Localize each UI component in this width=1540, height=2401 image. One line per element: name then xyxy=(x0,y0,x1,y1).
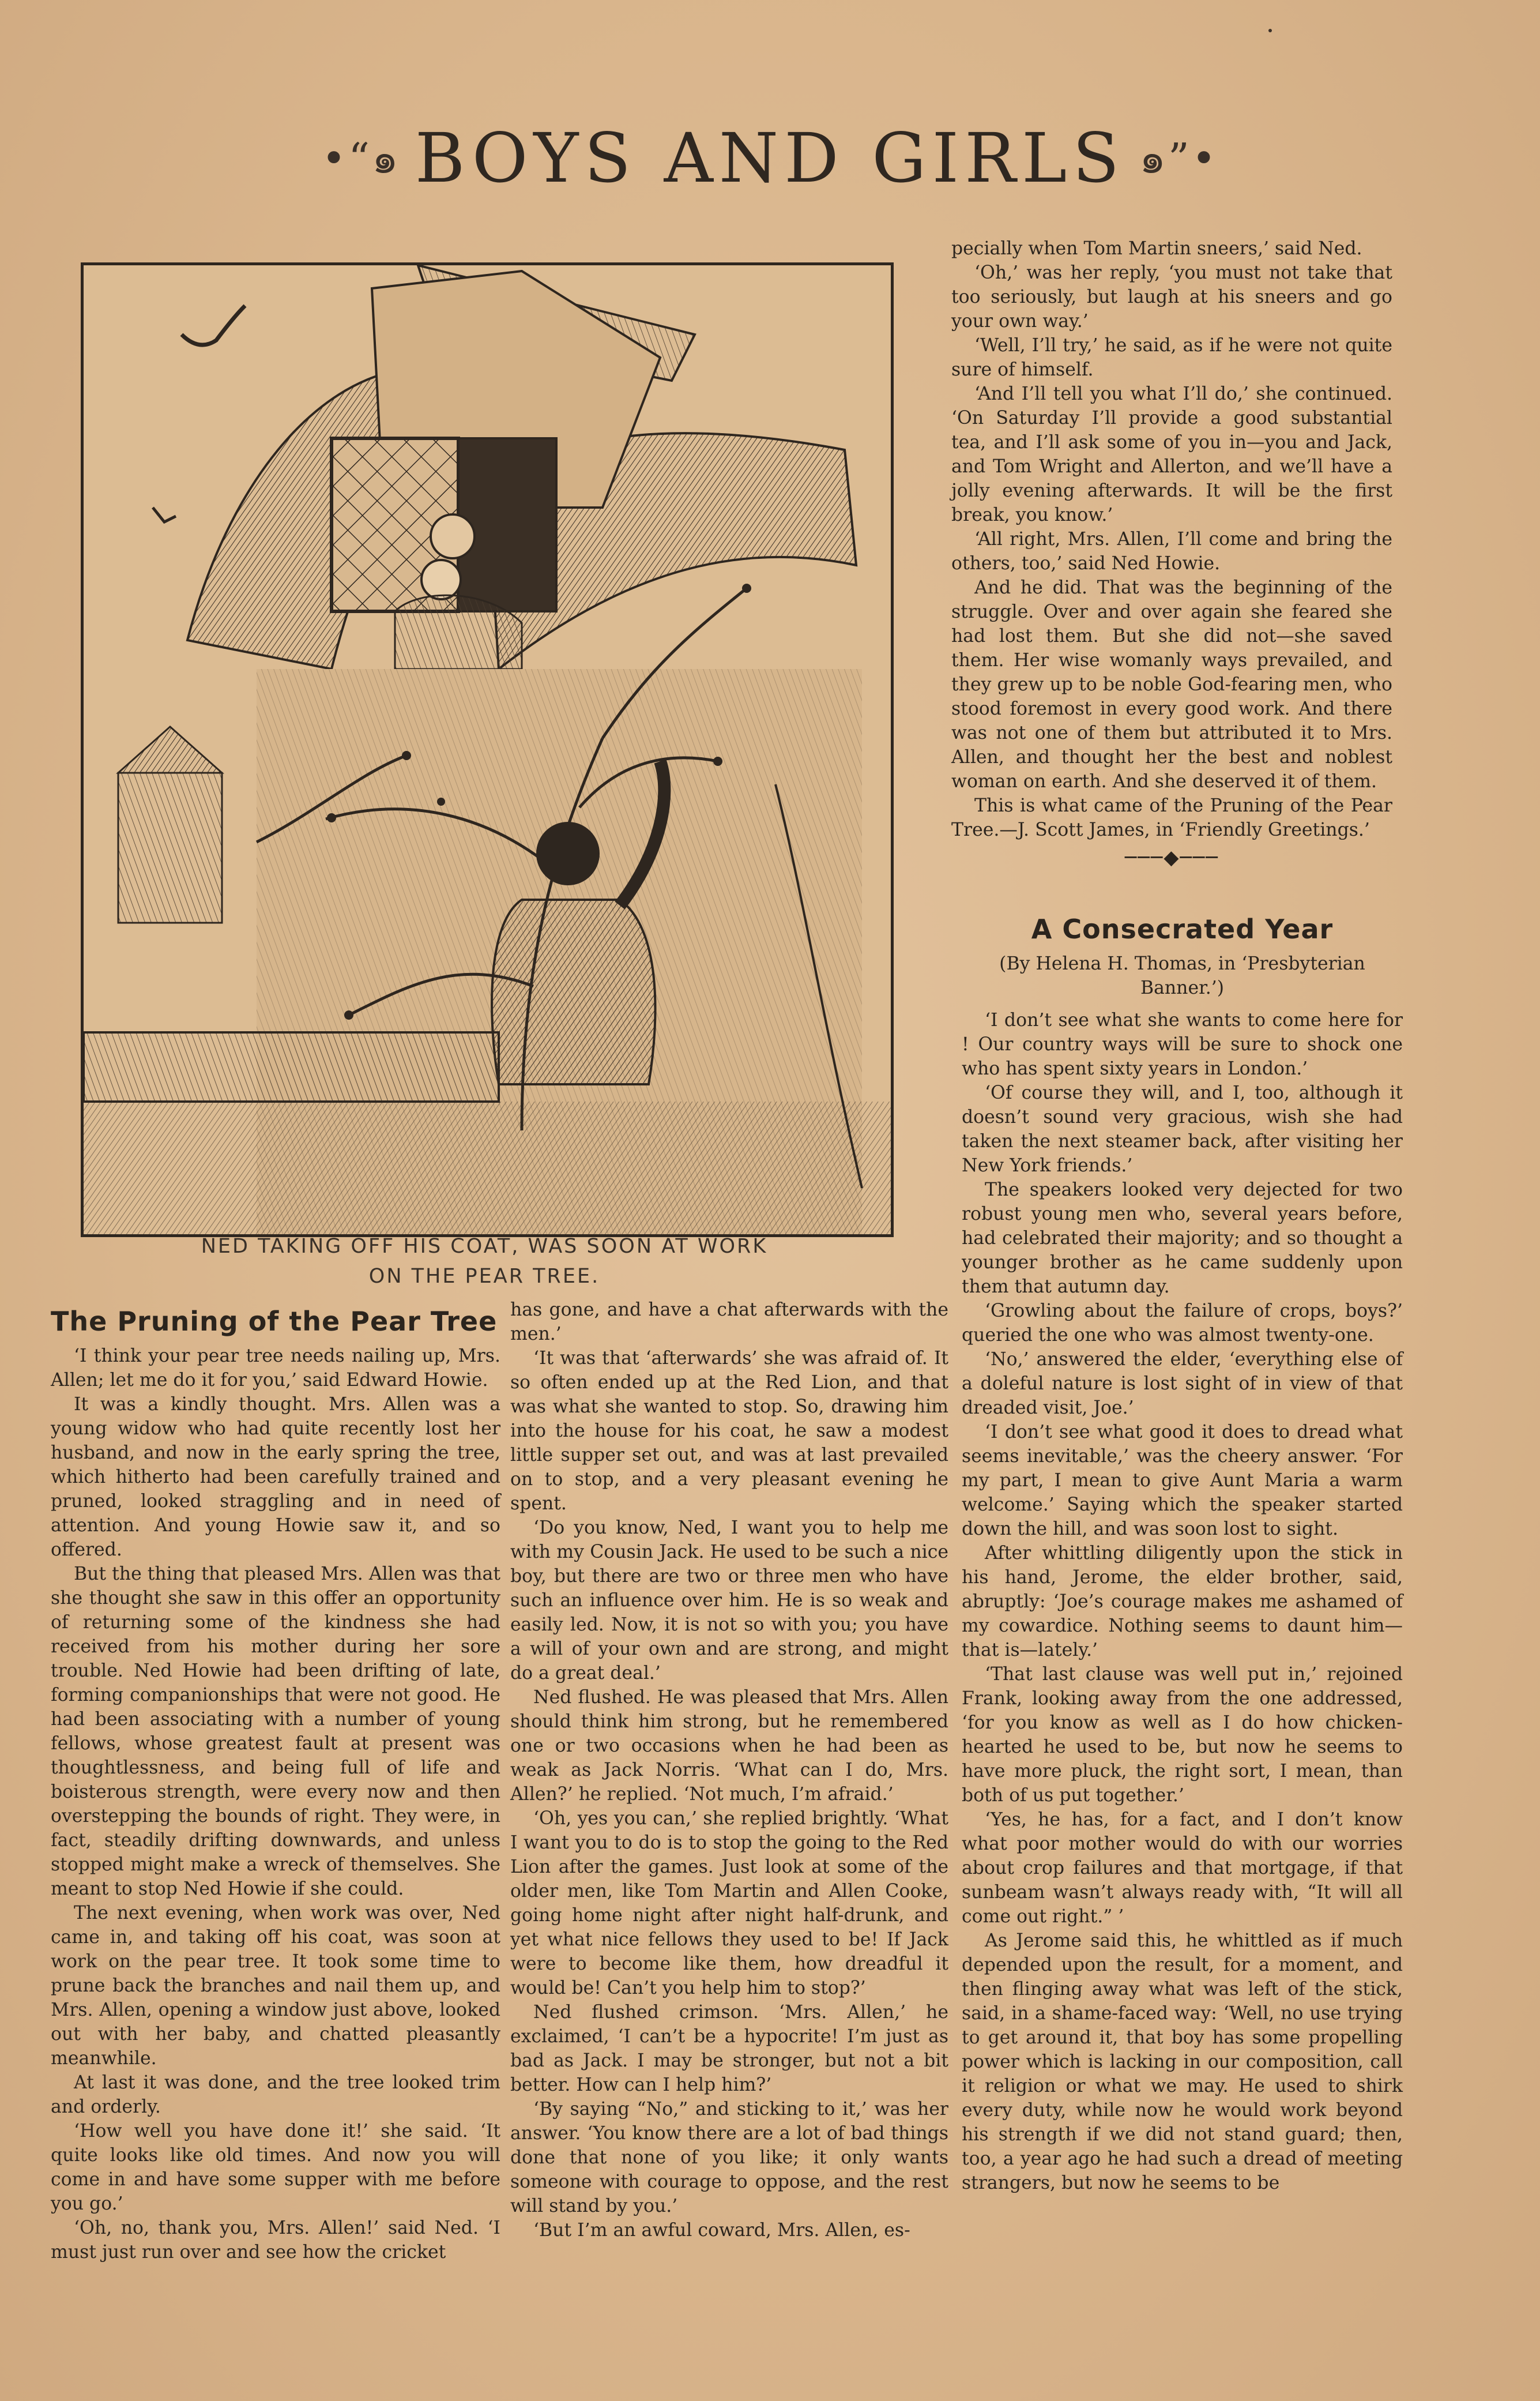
paragraph: ‘Oh, no, thank you, Mrs. Allen!’ said Ned. ‘I must just run over and see how the cricket xyxy=(51,2218,500,2263)
paragraph: Ned flushed. He was pleased that Mrs. Allen should think him strong, but he remembered one or two occasions when he had been as weak as Jack Norris. ‘What can I do, Mrs. Allen?’ he replied. ‘Not much, I’m afraid.’ xyxy=(510,1687,948,1805)
story-title: The Pruning of the Pear Tree xyxy=(51,1306,498,1337)
paragraph: ‘By saying “No,” and sticking to it,’ was her answer. ‘You know there are a lot of bad things done that none of you like; it only wants someone with courage to oppose, and the rest will stand by you.’ xyxy=(510,2099,948,2216)
column-2 xyxy=(510,1298,948,2242)
paragraph: ‘I think your pear tree needs nailing up, Mrs. Allen; let me do it for you,’ said Edward Howie. xyxy=(51,1346,500,1391)
paragraph: ‘It was that ‘afterwards’ she was afraid of. It so often ended up at the Red Lion, and that was what she wanted to stop. So, drawing him into the house for his coat, he saw a modest little supper set out, and was at last prevailed on to stop, and a very pleasant evening he spent. xyxy=(510,1348,948,1514)
byline: (By Helena H. Thomas, in ‘Presbyterian Banner.’) xyxy=(999,953,1365,998)
caption-line-1: NED TAKING OFF HIS COAT, WAS SOON AT WORK xyxy=(201,1235,768,1258)
story-title: A Consecrated Year xyxy=(1031,914,1334,945)
paragraph: And he did. That was the beginning of the struggle. Over and over again she feared she had lost them. But she did not—she saved them. Her wise womanly ways prevailed, and they grew up to be noble God-fearing men, who stood foremost in every good work. And there was not one of them but attributed it to Mrs. Allen, and thought her the best and noblest woman on earth. And she deserved it of them. xyxy=(951,577,1392,792)
paragraph: pecially when Tom Martin sneers,’ said Ned. xyxy=(951,238,1362,259)
paragraph: But the thing that pleased Mrs. Allen was that she thought she saw in this offer an opportunity of returning some of the kindness she had received from his mother during her sore trouble. Ned Howie had been drifting of late, forming companionships that were not good. He had been associating with a number of young fellows, whose greatest fault at present was thoughtlessness, and being full of life and boisterous strength, were every now and then overstepping the bounds of right. They were, in fact, steadily drifting downwards, and unless stopped might make a wreck of themselves. She meant to stop Ned Howie if she could. xyxy=(51,1564,500,1899)
paragraph: At last it was done, and the tree looked trim and orderly. xyxy=(51,2072,500,2117)
engraving-illustration xyxy=(81,262,894,1237)
paragraph: As Jerome said this, he whittled as if much depended upon the result, for a moment, and then flinging away what was left of the stick, said, in a shame-faced way: ‘Well, no use trying to get around it, that boy has some propelling power which is lacking in our composition, call it religion or what we may. He used to shirk every duty, while now he would work beyond his strength if we did not stand guard; then, too, a year ago he had such a dread of meeting strangers, but now he seems to be xyxy=(962,1930,1403,2193)
cottage-pear-tree-engraving xyxy=(84,265,891,1234)
paragraph: After whittling diligently upon the stick in his hand, Jerome, the elder brother, said, abruptly: ‘Joe’s courage makes me ashamed of my cowardice. Nothing seems to daunt him—that is—lately.’ xyxy=(962,1543,1403,1660)
paragraph: ‘I don’t see what she wants to come here for ! Our country ways will be sure to shock one who has spent sixty years in London.’ xyxy=(962,1010,1403,1079)
column-1 xyxy=(51,1303,500,2264)
paragraph: ‘How well you have done it!’ she said. ‘It quite looks like old times. And now you will come in and have some supper with me before you go.’ xyxy=(51,2121,500,2214)
paragraph: The speakers looked very dejected for two robust young men who, several years before, had celebrated their majority; and so thought a younger brother as he came suddenly upon them that autumn day. xyxy=(962,1179,1403,1297)
paragraph: Ned flushed crimson. ‘Mrs. Allen,’ he exclaimed, ‘I can’t be a hypocrite! I’m just as bad as Jack. I may be stronger, but not a bit better. How can I help him?’ xyxy=(510,2002,948,2095)
column-3-bottom xyxy=(962,911,1403,2195)
speck xyxy=(1268,29,1272,32)
paragraph: ‘And I’ll tell you what I’ll do,’ she continued. ‘On Saturday I’ll provide a good substantial tea, and I’ll ask some of you in—you and Jack, and Tom Wright and Allerton, and we’ll have a jolly evening afterwards. It will be the first break, you know.’ xyxy=(951,384,1392,525)
paragraph: ‘Well, I’ll try,’ he said, as if he were not quite sure of himself. xyxy=(951,335,1392,380)
paragraph: has gone, and have a chat afterwards with the men.’ xyxy=(510,1299,948,1344)
illustration-caption xyxy=(81,1231,888,1291)
paragraph: ‘That last clause was well put in,’ rejoined Frank, looking away from the one addressed, ‘for you know as well as I do how chicken-hearted he used to be, but now he seems to have more pluck, the right sort, I mean, than both of us put together.’ xyxy=(962,1664,1403,1806)
paragraph: This is what came of the Pruning of the Pear Tree.—J. Scott James, in ‘Friendly Greetings.’ xyxy=(951,795,1392,840)
paragraph: ‘I don’t see what good it does to dread what seems inevitable,’ was the cheery answer. ‘For my part, I mean to give Aunt Maria a warm welcome.’ Saying which the speaker started down the hill, and was soon lost to sight. xyxy=(962,1422,1403,1539)
paragraph: ‘All right, Mrs. Allen, I’ll come and bring the others, too,’ said Ned Howie. xyxy=(951,529,1392,574)
paragraph: ‘Growling about the failure of crops, boys?’ queried the one who was almost twenty-one. xyxy=(962,1301,1403,1346)
caption-line-2: ON THE PEAR TREE. xyxy=(368,1265,600,1288)
paragraph: It was a kindly thought. Mrs. Allen was a young widow who had quite recently lost her husband, and now in the early spring the tree, which hitherto had been carefully trained and pruned, looked straggling and in need of attention. And young Howie saw it, and so offered. xyxy=(51,1394,500,1560)
paragraph: ‘Oh,’ was her reply, ‘you must not take that too seriously, but laugh at his sneers and go your own way.’ xyxy=(951,262,1392,332)
paragraph: ‘No,’ answered the elder, ‘everything else of a doleful nature is lost sight of in view of that dreaded visit, Joe.’ xyxy=(962,1349,1403,1418)
paragraph: The next evening, when work was over, Ned came in, and taking off his coat, was soon at work on the pear tree. It took some time to prune back the branches and nail them up, and Mrs. Allen, opening a window just above, looked out with her baby, and chatted pleasantly meanwhile. xyxy=(51,1903,500,2069)
page-header xyxy=(0,118,1540,211)
section-separator: ───◆─── xyxy=(1125,846,1219,869)
ornament-left-icon: •“๑ xyxy=(321,134,401,183)
column-3-top xyxy=(951,236,1392,876)
paragraph: ‘Of course they will, and I, too, although it doesn’t sound very gracious, wish she had taken the next steamer back, after visiting her New York friends.’ xyxy=(962,1083,1403,1176)
paragraph: ‘Oh, yes you can,’ she replied brightly. ‘What I want you to do is to stop the going to the Red Lion after the games. Just look at some of the older men, like Tom Martin and Allen Cooke, going home night after night half-drunk, and yet what nice fellows they used to be! If Jack were to become like them, how dreadful it would be! Can’t you help him to stop?’ xyxy=(510,1808,948,1998)
paragraph: ‘Yes, he has, for a fact, and I don’t know what poor mother would do with our worries about crop failures and that mortgage, if that sunbeam wasn’t always ready with, “It will all come out right.” ’ xyxy=(962,1809,1403,1927)
paragraph: ‘Do you know, Ned, I want you to help me with my Cousin Jack. He used to be such a nice boy, but there are two or three men who have such an influence over him. He is so weak and easily led. Now, it is not so with you; you have a will of your own and are strong, and might do a great deal.’ xyxy=(510,1517,948,1684)
ornament-right-icon: ๑”• xyxy=(1139,134,1219,183)
page-title: BOYS AND GIRLS xyxy=(415,118,1125,198)
paragraph: ‘But I’m an awful coward, Mrs. Allen, es- xyxy=(533,2220,910,2241)
